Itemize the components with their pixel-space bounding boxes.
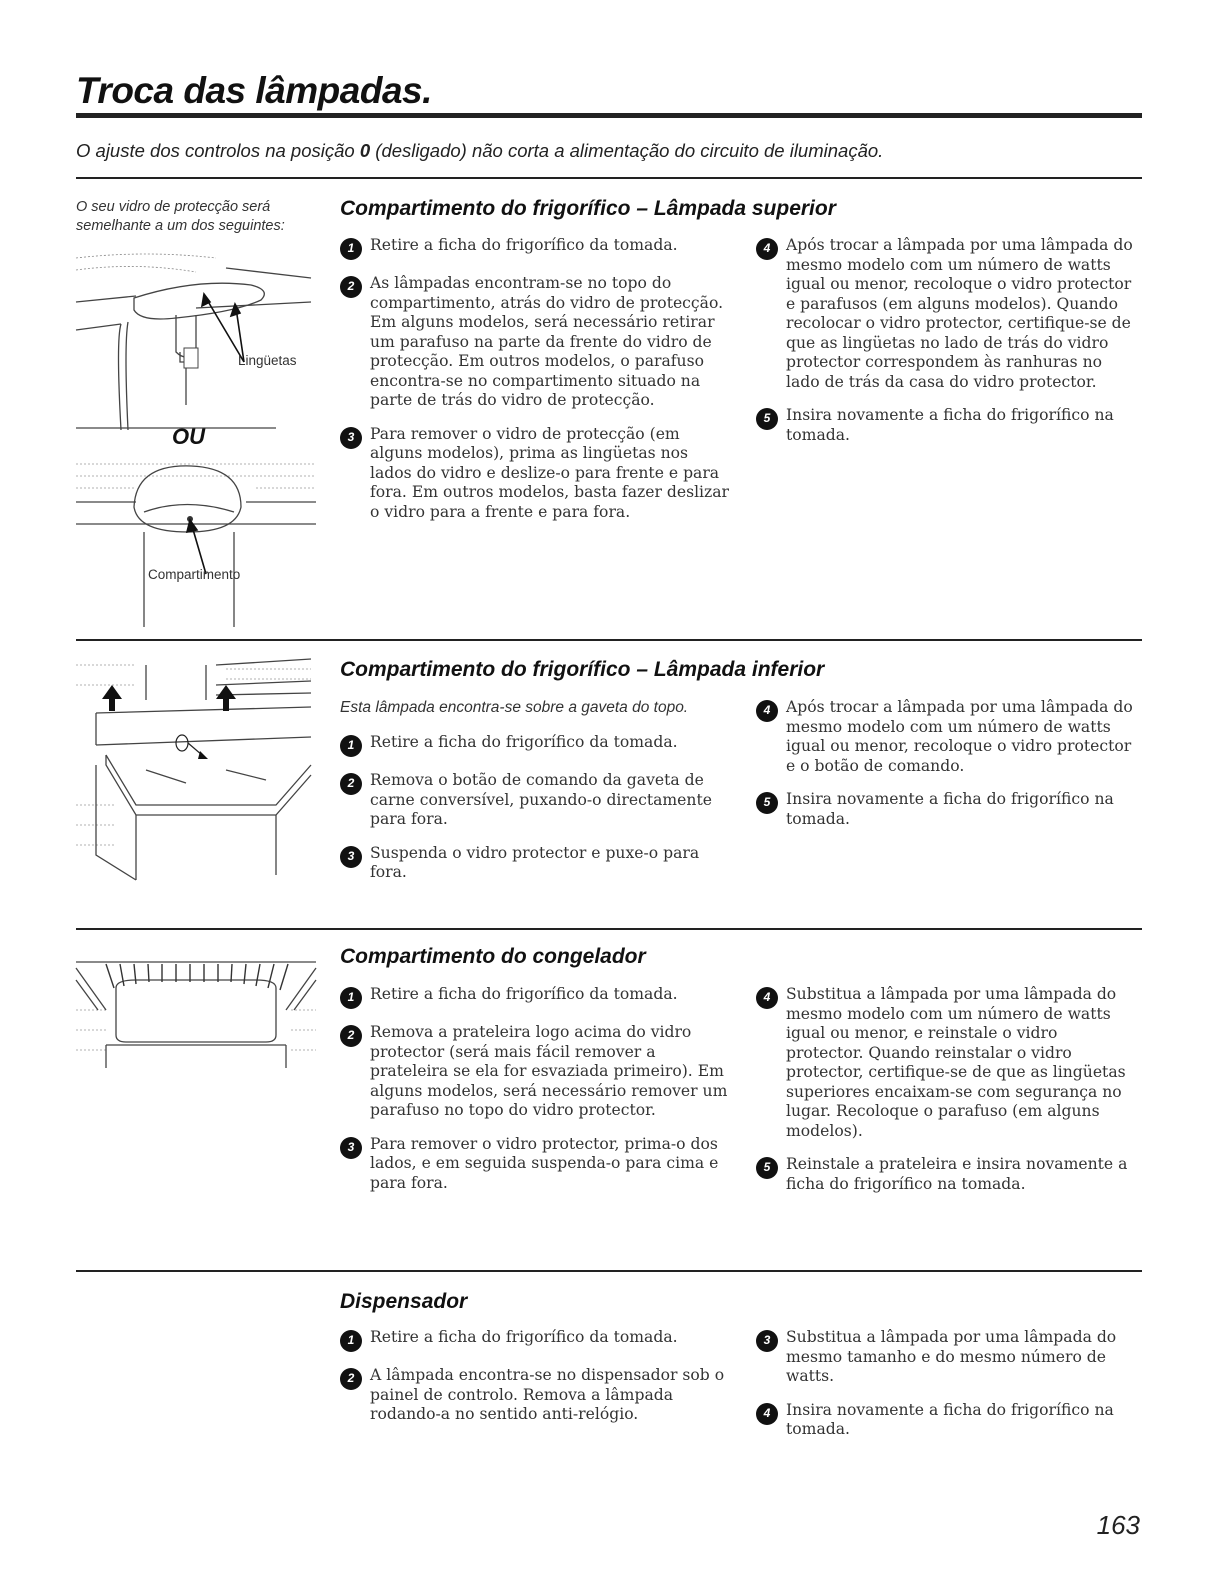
step-number: 2 [340,276,362,298]
step-item [340,1328,730,1352]
step-item [340,1135,730,1194]
step-item [756,985,1138,1141]
label-tabs: Lingüetas [238,353,297,368]
step-number: 2 [340,1368,362,1390]
compartment-illustration [76,452,316,627]
step-item [756,790,1138,829]
lower-steps-left [340,733,730,897]
section-divider [76,1270,1142,1272]
step-number: 1 [340,987,362,1009]
step-item [756,698,1138,776]
step-text: Reinstale a prateleira e insira novamente a ficha do frigorífico na tomada. [786,1155,1128,1193]
step-text: Retire a ficha do frigorífico da tomada. [370,236,678,254]
freezer-steps-right [756,985,1138,1208]
step-item [340,1023,730,1121]
step-text: Remova o botão de comando da gaveta de carne conversível, puxando-o directamente para fora. [370,771,712,828]
step-text: Insira novamente a ficha do frigorífico na tomada. [786,790,1114,828]
page-title: Troca das lâmpadas. [76,70,432,111]
step-item [340,771,730,830]
step-item [340,274,730,411]
step-item [340,425,730,523]
step-text: Substitua a lâmpada por uma lâmpada do mesmo modelo com um número de watts igual ou menor, e reinstale o vidro protector. Quando reinstalar o vidro protector, certifique-se de que as lingüetas superiores encaixam-se com segurança no lugar. Recoloque o parafuso (em alguns modelos). [786,985,1126,1140]
step-number: 5 [756,1157,778,1179]
label-or: OU [172,424,205,449]
title-rule [76,113,1142,118]
step-item [340,844,730,883]
step-text: Retire a ficha do frigorífico da tomada. [370,985,678,1003]
step-number: 5 [756,792,778,814]
step-item [756,406,1138,445]
step-text: Após trocar a lâmpada por uma lâmpada do mesmo modelo com um número de watts igual ou menor, recoloque o vidro protector e o botão de comando. [786,698,1133,775]
step-text: Retire a ficha do frigorífico da tomada. [370,733,678,751]
upper-steps-left [340,236,730,536]
step-text: Insira novamente a ficha do frigorífico na tomada. [786,1400,1114,1438]
step-number: 2 [340,1025,362,1047]
step-number: 4 [756,700,778,722]
step-number: 4 [756,1403,778,1425]
step-number: 3 [340,846,362,868]
step-text: Insira novamente a ficha do frigorífico na tomada. [786,406,1114,444]
section-divider [76,177,1142,179]
step-item [756,1155,1138,1194]
step-number: 5 [756,408,778,430]
side-note: O seu vidro de protecção será semelhante a um dos seguintes: [76,199,285,234]
upper-shield-illustration [76,250,316,430]
step-text: A lâmpada encontra-se no dispensador sob o painel de controlo. Remova a lâmpada rodando-a no sentido anti-relógio. [370,1366,725,1423]
step-text: Retire a ficha do frigorífico da tomada. [370,1328,678,1346]
dispenser-steps-left [340,1328,730,1439]
step-item [756,236,1138,392]
lower-steps-right [756,698,1138,843]
step-number: 4 [756,238,778,260]
warning-after: (desligado) não corta a alimentação do circuito de iluminação. [370,140,884,161]
step-text: Para remover o vidro de protecção (em alguns modelos), prima as lingüetas nos lados do vidro e deslize-o para frente e para fora. Em outros modelos, basta fazer deslizar o vidro para a frente e para fora. [370,424,730,521]
step-item [756,1401,1138,1440]
step-text: Remova a prateleira logo acima do vidro protector (será mais fácil remover a prateleira se ela for esvaziada primeiro). Em alguns modelos, será necessário remover um parafuso no topo do vidro protector. [370,1023,728,1119]
step-text: Após trocar a lâmpada por uma lâmpada do mesmo modelo com um número de watts igual ou menor, recoloque o vidro protector e parafusos (em alguns modelos). Quando recolocar o vidro protector, certifique-se de que as lingüetas no lado de trás do vidro protector correspondem às ranhuras no lado de trás da casa do vidro protector. [786,236,1133,391]
heading-lower-lamp: Compartimento do frigorífico – Lâmpada inferior [340,658,825,681]
step-number: 1 [340,735,362,757]
step-item [340,236,730,260]
freezer-steps-left [340,985,730,1207]
step-text: As lâmpadas encontram-se no topo do compartimento, atrás do vidro de protecção. Em alguns modelos, será necessário retirar um parafuso na parte da frente do vidro de protecção. Em outros modelos, o parafuso encontra-se no compartimento situado na parte de trás do vidro de protecção. [370,274,724,409]
step-item [756,1328,1138,1387]
step-text: Substitua a lâmpada por uma lâmpada do mesmo tamanho e do mesmo número de watts. [786,1328,1117,1385]
step-item [340,985,730,1009]
section-divider [76,928,1142,930]
warning-text [76,140,883,162]
step-item [340,1366,730,1425]
step-number: 1 [340,1330,362,1352]
step-number: 2 [340,773,362,795]
step-number: 3 [756,1330,778,1352]
warning-before: O ajuste dos controlos na posição [76,140,360,161]
step-number: 3 [340,427,362,449]
label-compartment: Compartimento [148,567,241,582]
dispenser-steps-right [756,1328,1138,1454]
heading-upper-lamp: Compartimento do frigorífico – Lâmpada superior [340,197,836,220]
step-number: 3 [340,1137,362,1159]
step-text: Suspenda o vidro protector e puxe-o para fora. [370,843,700,881]
page-number: 163 [1096,1510,1140,1540]
section-divider [76,639,1142,641]
upper-steps-right [756,236,1138,459]
step-item [340,733,730,757]
freezer-illustration [76,950,316,1070]
step-number: 4 [756,987,778,1009]
heading-dispenser: Dispensador [340,1290,468,1313]
step-number: 1 [340,238,362,260]
step-text: Para remover o vidro protector, prima-o dos lados, e em seguida suspenda-o para cima e para fora. [370,1134,719,1192]
warning-bold: 0 [359,140,371,161]
heading-freezer: Compartimento do congelador [340,945,646,968]
lower-lamp-note: Esta lâmpada encontra-se sobre a gaveta do topo. [340,699,689,716]
lower-lamp-illustration [76,655,316,885]
